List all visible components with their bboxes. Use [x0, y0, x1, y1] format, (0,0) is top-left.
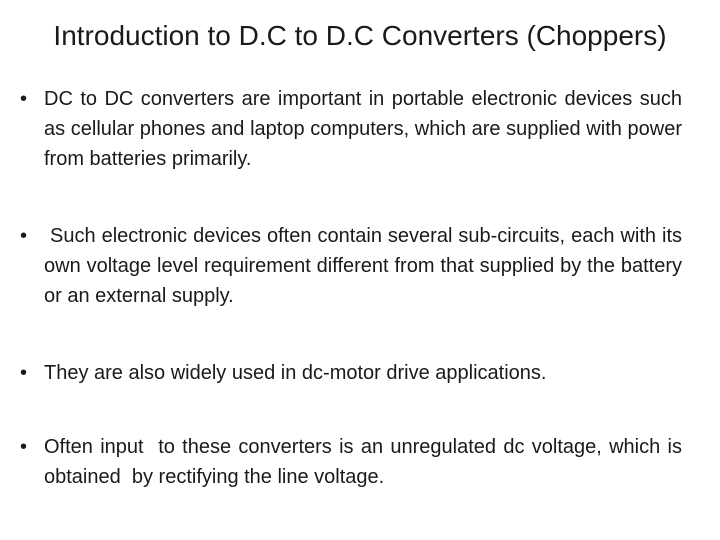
- bullet-point-icon: •: [20, 362, 28, 384]
- bullet-point-icon: •: [20, 225, 28, 247]
- bullet-text: Such electronic devices often contain several sub-circuits, each with its own voltage level requirement different from that supplied by the battery or an external supply.: [44, 225, 688, 307]
- bullet-text: Often input to these converters is an unregulated dc voltage, which is obtained by rectifying the line voltage.: [44, 436, 688, 488]
- bullet-point-icon: •: [20, 436, 28, 458]
- bullet-text: They are also widely used in dc-motor drive applications.: [44, 362, 547, 384]
- bullet-text: DC to DC converters are important in portable electronic devices such as cellular phones and laptop computers, which are supplied with power from batteries primarily.: [44, 88, 682, 170]
- slide-title: Introduction to D.C to D.C Converters (Choppers): [53, 20, 667, 51]
- bullet-item: [20, 358, 682, 388]
- bullet-item: [20, 432, 688, 492]
- bullet-point-icon: •: [20, 88, 28, 110]
- bullet-item: [20, 84, 682, 174]
- bullet-item: [20, 221, 688, 311]
